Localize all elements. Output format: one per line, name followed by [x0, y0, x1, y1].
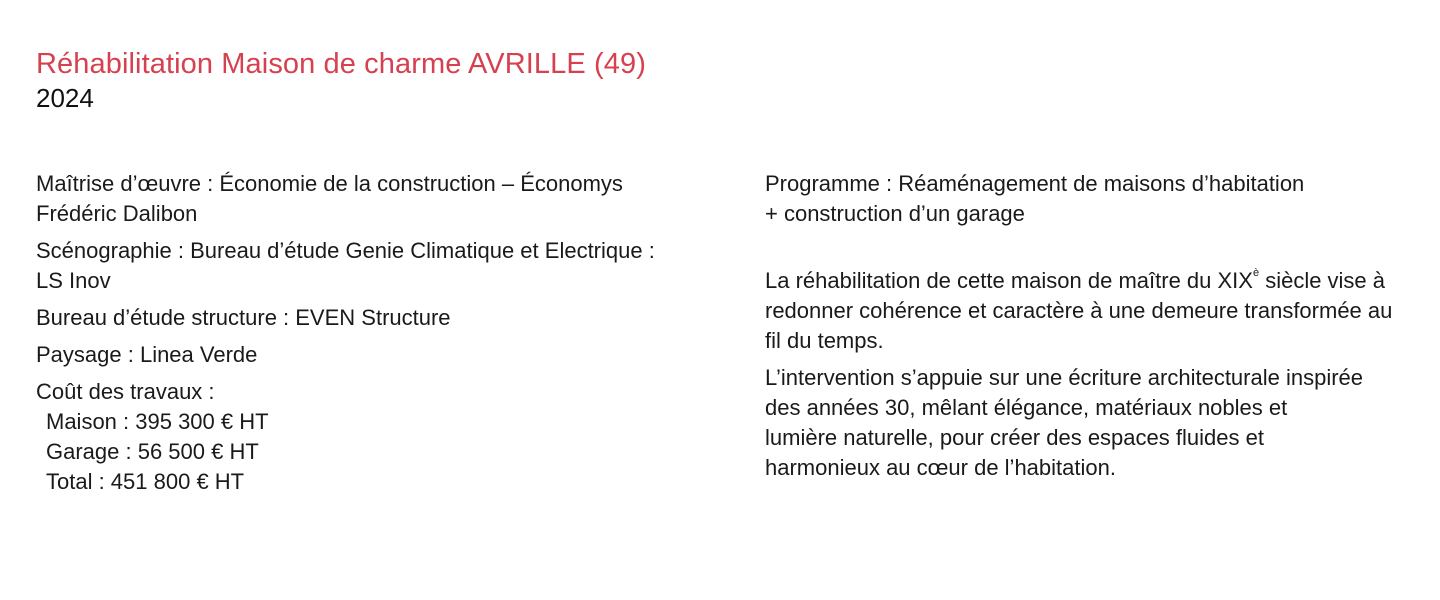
cost-total: Total : 451 800 € HT	[46, 469, 245, 494]
spacer	[765, 236, 1425, 266]
description-1-sup: è	[1252, 267, 1260, 279]
cost-maison: Maison : 395 300 € HT	[46, 409, 269, 434]
credit-scenographie: Scénographie : Bureau d’étude Genie Climatique et Electrique : LS Inov	[36, 238, 655, 293]
cost-label: Coût des travaux :	[36, 379, 215, 404]
description-1-rest: siècle vise à redonner cohérence et caractère à une demeure transformée au fil du temps.	[765, 268, 1393, 353]
credit-paysage: Paysage : Linea Verde	[36, 342, 258, 367]
project-credits	[36, 169, 716, 497]
credit-structure: Bureau d’étude structure : EVEN Structure	[36, 305, 451, 330]
project-year: 2024	[36, 83, 94, 113]
project-title: Réhabilitation Maison de charme AVRILLE (49)	[36, 48, 646, 80]
credit-maitrise-oeuvre: Maîtrise d’œuvre : Économie de la construction – Économys Frédéric Dalibon	[36, 171, 623, 226]
description-paragraph-1	[765, 266, 1405, 356]
description-1-main: La réhabilitation de cette maison de maître du XIX	[765, 268, 1253, 293]
project-description	[765, 169, 1425, 490]
cost-garage: Garage : 56 500 € HT	[46, 439, 259, 464]
programme-text: Programme : Réaménagement de maisons d’habitation + construction d’un garage	[765, 171, 1305, 226]
description-paragraph-2: L’intervention s’appuie sur une écriture architecturale inspirée des années 30, mêlant élégance, matériaux nobles et lumière naturelle, pour créer des espaces fluides et harmonieux au cœur de l’habitation.	[765, 365, 1364, 480]
project-header	[36, 46, 646, 114]
cost-block	[36, 377, 716, 497]
